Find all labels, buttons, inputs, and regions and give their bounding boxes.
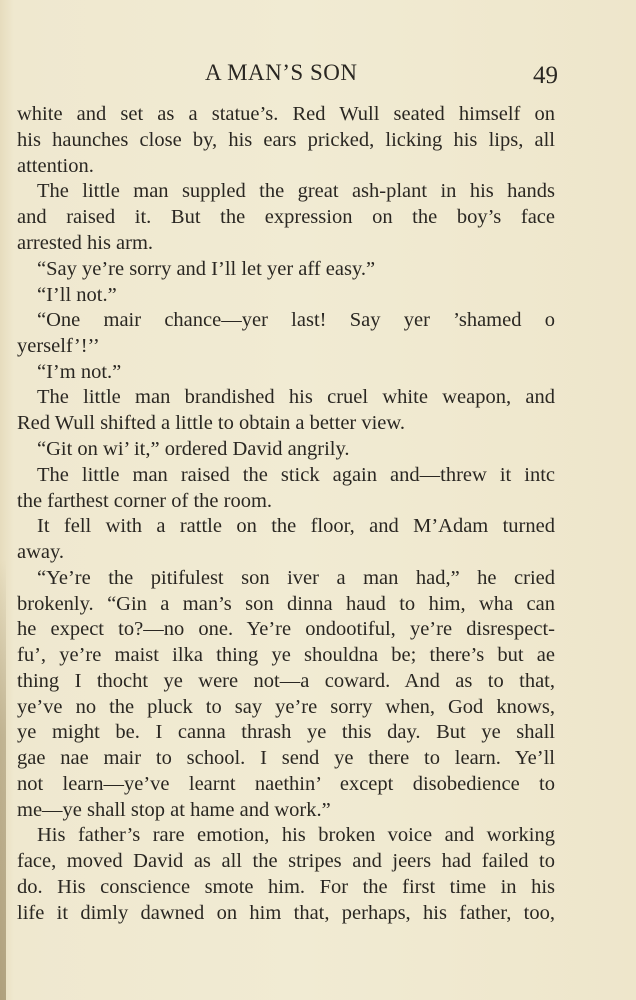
text-line: Red Wull shifted a little to obtain a better view. — [17, 412, 406, 434]
text-line: brokenly. “Gin a man’s son dinna haud to him, wha can — [17, 593, 555, 615]
text-line: fu’, ye’re maist ilka thing ye shouldna be; there’s but ae — [17, 644, 555, 666]
running-title: A MAN’S SON — [205, 60, 358, 85]
text-line: The little man brandished his cruel white weapon, and — [37, 386, 555, 408]
text-line: “Ye’re the pitifulest son iver a man had,” he cried — [37, 567, 555, 589]
text-line: thing I thocht ye were not—a coward. And as to that, — [17, 670, 555, 692]
text-line: away. — [17, 541, 65, 563]
text-line: His father’s rare emotion, his broken voice and working — [37, 824, 555, 846]
text-line: his haunches close by, his ears pricked, licking his lips, all — [17, 129, 555, 151]
text-line: face, moved David as all the stripes and jeers had failed to — [17, 850, 555, 872]
text-line: arrested his arm. — [17, 232, 154, 254]
text-line: the farthest corner of the room. — [17, 490, 273, 512]
text-line: he expect to?—no one. Ye’re ondootiful, ye’re disrespect- — [17, 618, 555, 640]
text-line: life it dimly dawned on him that, perhaps, his father, too, — [17, 902, 555, 924]
text-line: It fell with a rattle on the floor, and M’Adam turned — [37, 515, 555, 537]
text-line: ye’ve no the pluck to say ye’re sorry when, God knows, — [17, 696, 555, 718]
text-line: not learn—ye’ve learnt naethin’ except disobedience to — [17, 773, 555, 795]
text-line: attention. — [17, 155, 94, 177]
text-line: and raised it. But the expression on the boy’s face — [17, 206, 555, 228]
text-line: The little man raised the stick again and—threw it intc — [37, 464, 555, 486]
text-line: white and set as a statue’s. Red Wull seated himself on — [17, 103, 555, 125]
text-line: “Say ye’re sorry and I’ll let yer aff easy.” — [37, 258, 376, 280]
text-line: “I’m not.” — [37, 361, 122, 383]
text-line: ye might be. I canna thrash ye this day. But ye shall — [17, 721, 555, 743]
text-line: me—ye shall stop at hame and work.” — [17, 799, 331, 821]
text-line: gae nae mair to school. I send ye there to learn. Ye’ll — [17, 747, 555, 769]
text-line: yerself’!’’ — [17, 335, 100, 357]
page-number: 49 — [533, 62, 558, 89]
text-line: do. His conscience smote him. For the first time in his — [17, 876, 555, 898]
text-line: “Git on wi’ it,” ordered David angrily. — [37, 438, 350, 460]
text-line: The little man suppled the great ash-plant in his hands — [37, 180, 555, 202]
text-line: “One mair chance—yer last! Say yer ’shamed o — [37, 309, 555, 331]
text-line: “I’ll not.” — [37, 284, 117, 306]
